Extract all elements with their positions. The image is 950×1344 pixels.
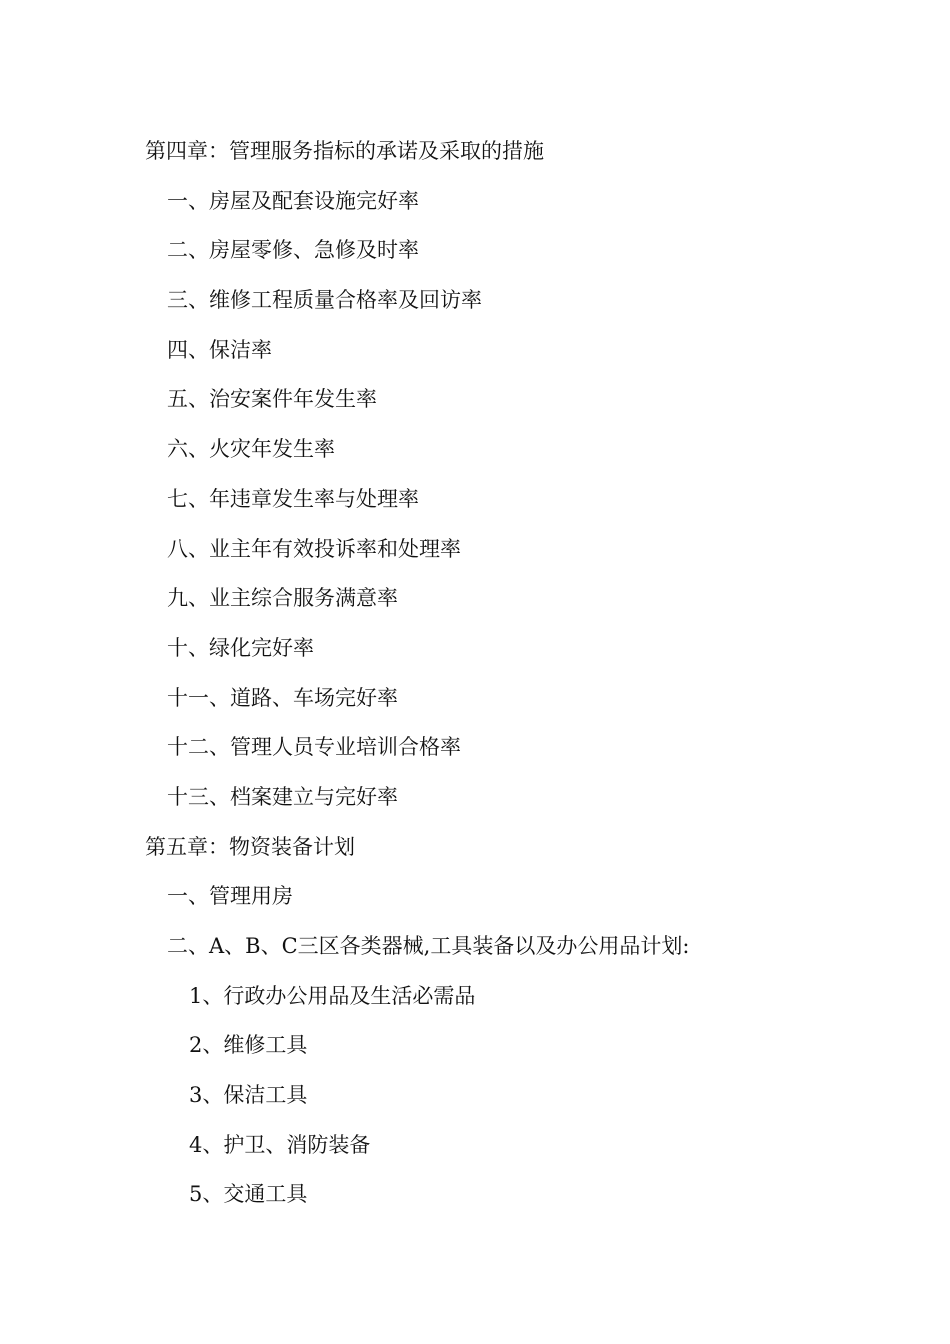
chapter-5-subitem: 1、行政办公用品及生活必需品 [189,983,476,1008]
chapter-4-item: 八、业主年有效投诉率和处理率 [167,536,461,561]
chapter-4-item: 十一、道路、车场完好率 [167,685,398,710]
chapter-4-item: 十三、档案建立与完好率 [167,784,398,809]
chapter-5-item: 二、A、B、C三区各类器械,工具装备以及办公用品计划: [167,934,690,958]
chapter-4-item: 一、房屋及配套设施完好率 [167,188,419,213]
chapter-4-item: 十二、管理人员专业培训合格率 [167,735,461,760]
chapter-4-item: 九、业主综合服务满意率 [167,586,398,611]
chapter-5-heading: 第五章：物资装备计划 [145,834,355,859]
chapter-5-subitem: 4、护卫、消防装备 [189,1132,371,1157]
chapter-4-item: 五、治安案件年发生率 [167,387,377,412]
document-body [145,132,865,1225]
chapter-4-item: 四、保洁率 [167,337,272,362]
chapter-4-item: 二、房屋零修、急修及时率 [167,238,419,263]
chapter-5-subitem: 3、保洁工具 [189,1083,308,1108]
chapter-4-item: 六、火灾年发生率 [167,437,335,462]
chapter-5-item: 一、管理用房 [167,884,293,909]
chapter-5-subitem: 2、维修工具 [189,1033,308,1058]
chapter-5-subitem: 5、交通工具 [189,1182,308,1207]
chapter-4-item: 三、维修工程质量合格率及回访率 [167,288,482,313]
chapter-4-heading: 第四章：管理服务指标的承诺及采取的措施 [145,139,544,163]
chapter-4-item: 十、绿化完好率 [167,635,314,660]
chapter-4-item: 七、年违章发生率与处理率 [167,486,419,511]
